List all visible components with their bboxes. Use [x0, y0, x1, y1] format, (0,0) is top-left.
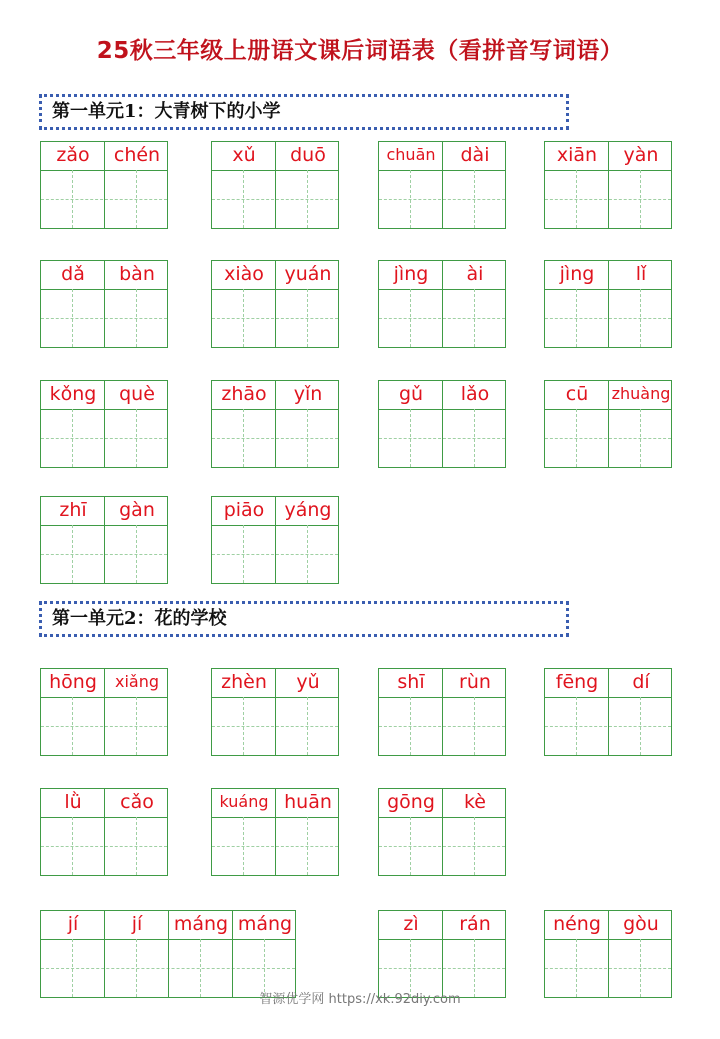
pinyin-syllable: lǐ [635, 263, 647, 285]
pinyin-syllable: xiào [224, 263, 264, 285]
pinyin-syllable: máng [237, 913, 293, 935]
pinyin-syllable: rùn [459, 671, 491, 693]
word-box[interactable] [211, 380, 339, 468]
pinyin-syllable: zhī [59, 499, 87, 521]
pinyin-syllable: duō [290, 144, 326, 166]
pinyin-syllable: yáng [284, 499, 332, 521]
pinyin-syllable: piāo [223, 499, 265, 521]
word-box[interactable] [40, 380, 168, 468]
pinyin-syllable: yàn [623, 144, 659, 166]
pinyin-syllable: yǐn [293, 383, 323, 405]
word-box[interactable] [378, 260, 506, 348]
pinyin-syllable: bàn [119, 263, 155, 285]
word-box[interactable] [211, 668, 339, 756]
word-box[interactable] [211, 788, 339, 876]
pinyin-syllable: lǜ [64, 791, 82, 813]
pinyin-syllable: lǎo [460, 383, 490, 405]
pinyin-syllable: zì [403, 913, 419, 935]
pinyin-syllable: shī [397, 671, 425, 693]
word-box[interactable] [378, 910, 506, 998]
pinyin-syllable: jí [131, 913, 143, 935]
pinyin-syllable: xiān [556, 144, 598, 166]
pinyin-syllable: zhèn [221, 671, 267, 693]
word-box[interactable] [544, 141, 672, 229]
pinyin-syllable: jìng [393, 263, 429, 285]
pinyin-syllable: fēng [555, 671, 599, 693]
word-box[interactable] [211, 496, 339, 584]
pinyin-syllable: gàn [119, 499, 155, 521]
pinyin-syllable: kǒng [49, 383, 97, 405]
unit-1-banner: 第一单元1：大青树下的小学 [39, 94, 569, 130]
pinyin-syllable: xiǎng [114, 672, 159, 691]
pinyin-syllable: hōng [49, 671, 97, 693]
word-box[interactable] [40, 260, 168, 348]
pinyin-syllable: kè [463, 791, 486, 813]
word-box[interactable] [544, 260, 672, 348]
word-box[interactable] [211, 141, 339, 229]
word-box[interactable] [211, 260, 339, 348]
pinyin-syllable: gōng [387, 791, 435, 813]
word-box[interactable] [40, 496, 168, 584]
pinyin-syllable: jí [67, 913, 79, 935]
pinyin-syllable: zhāo [221, 383, 267, 405]
word-box[interactable] [378, 668, 506, 756]
pinyin-syllable: zhuàng [611, 384, 671, 403]
word-box[interactable] [378, 788, 506, 876]
pinyin-syllable: cū [565, 383, 589, 405]
word-box[interactable] [544, 668, 672, 756]
pinyin-syllable: xǔ [232, 144, 256, 166]
pinyin-syllable: zǎo [56, 144, 90, 166]
footer-watermark: 智源优学网 https://xk.92diy.com [259, 992, 461, 1007]
word-box[interactable] [40, 141, 168, 229]
pinyin-syllable: jìng [559, 263, 595, 285]
unit-2-banner: 第一单元2：花的学校 [39, 601, 569, 637]
pinyin-syllable: kuáng [219, 792, 269, 811]
pinyin-syllable: què [119, 383, 155, 405]
pinyin-syllable: ài [466, 263, 484, 285]
word-box[interactable] [40, 910, 296, 998]
word-box[interactable] [378, 141, 506, 229]
pinyin-syllable: gǔ [398, 383, 424, 405]
pinyin-syllable: yuán [284, 263, 332, 285]
pinyin-syllable: gòu [623, 913, 659, 935]
word-box[interactable] [378, 380, 506, 468]
pinyin-syllable: dài [460, 144, 490, 166]
pinyin-syllable: yǔ [296, 671, 320, 693]
word-box[interactable] [40, 668, 168, 756]
pinyin-syllable: néng [553, 913, 601, 935]
pinyin-syllable: dǎ [61, 263, 85, 285]
word-box[interactable] [40, 788, 168, 876]
pinyin-syllable: huān [284, 791, 332, 813]
word-box[interactable] [544, 910, 672, 998]
pinyin-syllable: máng [173, 913, 229, 935]
pinyin-syllable: cǎo [120, 791, 154, 813]
pinyin-syllable: dí [632, 671, 650, 693]
pinyin-syllable: chén [113, 144, 161, 166]
pinyin-syllable: chuān [386, 145, 436, 164]
pinyin-syllable: rán [459, 913, 491, 935]
word-box[interactable] [544, 380, 672, 468]
page-title: 25秋三年级上册语文课后词语表（看拼音写词语） [96, 38, 624, 64]
